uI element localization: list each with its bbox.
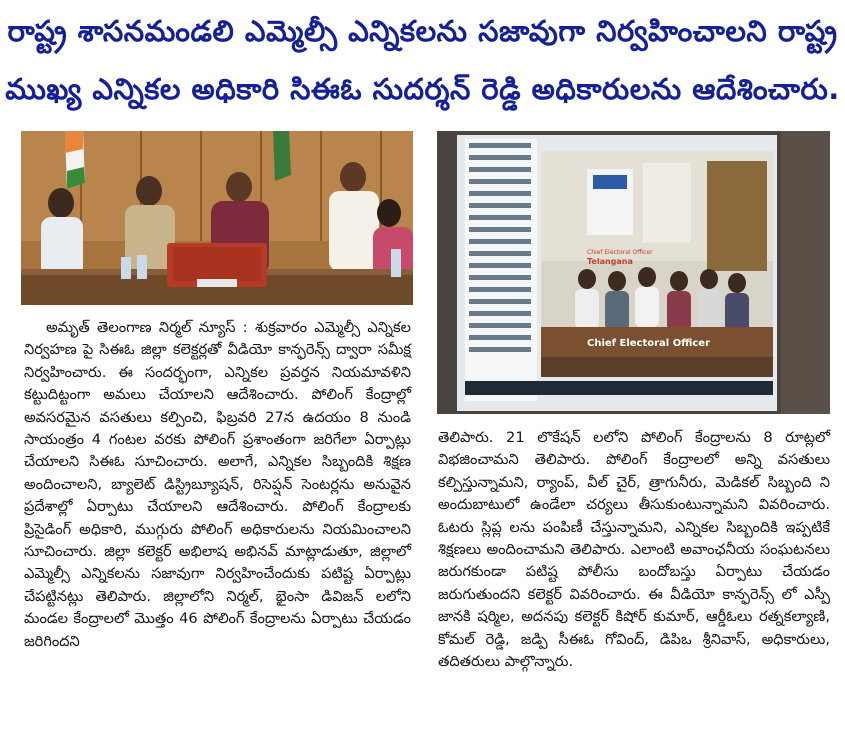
article-column-left bbox=[24, 317, 411, 653]
video-conference-photo bbox=[437, 131, 830, 414]
headline bbox=[0, 0, 845, 125]
article-text-left: అమృత్ తెలంగాణ నిర్మల్ న్యూస్ : శుక్రవారం ఎమ్మెల్సీ ఎన్నికల నిర్వహణ పై సిఈఓ జిల్లా కలెక్టర్లతో వీడియో కాన్ఫరెన్స్ ద్వారా సమీక్ష నిర్వహించారు. ఈ సందర్భంగా, ఎన్నికల ప్రవర్తన నియమావళిని కట్టుదిట్టంగా అమలు చేయాలని ఆదేశించారు. పోలింగ్ కేంద్రాల్లో అవసరమైన వసతులు కల్పించి, ఫిబ్రవరి 27న ఉదయం 8 నుండి సాయంత్రం 4 గంటల వరకు పోలింగ్ ప్రశాంతంగా జరిగేలా ఏర్పాట్లు చేయాలని సిఈఓ సూచించారు. అలాగే, ఎన్నికల సిబ్బందికి శిక్షణ అందించాలని, బ్యాలెట్ డిస్ట్రిబ్యూషన్, రిసెప్షన్ సెంటర్లను అనువైన ప్రదేశాల్లో ఏర్పాటు చేయాలని ఆదేశించారు. పోలింగ్ కేంద్రాలకు ప్రిసైడింగ్ అధికారి, ముగ్గురు పోలింగ్ అధికారులను నియమించాలని సూచించారు. జిల్లా కలెక్టర్ అభిలాష అభినవ్ మాట్లాడుతూ, జిల్లాలో ఎమ్మెల్సీ ఎన్నికలను సజావుగా నిర్వహించేందుకు పటిష్ట ఏర్పాట్లు చేపట్టినట్లు తెలిపారు. జిల్లాలోని నిర్మల్, భైంసా డివిజన్ లలోని మండల కేంద్రాలలో మొత్తం 46 పోలింగ్ కేంద్రాలను ఏర్పాటు చేయడం జరిగిందని bbox=[24, 319, 411, 650]
meeting-photo bbox=[21, 131, 413, 305]
article-column-right bbox=[438, 427, 830, 673]
meeting-photo-illustration bbox=[21, 131, 413, 305]
video-conference-illustration bbox=[437, 131, 830, 414]
screen-banner: Chief Electoral Officer bbox=[587, 338, 711, 349]
headline-line-1: రాష్ట్ర శాసనమండలి ఎమ్మెల్సీ ఎన్నికలను సజావుగా నిర్వహించాలని రాష్ట్ర bbox=[7, 14, 838, 48]
screen-subtitle: Telangana bbox=[587, 257, 633, 266]
headline-line-2: ముఖ్య ఎన్నికల అధికారి సిఈఓ సుదర్శన్ రెడ్డి అధికారులను ఆదేశించారు. bbox=[5, 72, 840, 106]
screen-title: Chief Electoral Officer bbox=[587, 249, 653, 256]
article-text-right: తెలిపారు. 21 లొకేషన్ లలోని పోలింగ్ కేంద్రాలను 8 రూట్లలో విభజించామని తెలిపారు. పోలింగ్ కేంద్రాలలో అన్ని వసతులు కల్పిస్తున్నామని, ర్యాంప్, వీల్ చైర్, త్రాగునీరు, మెడికల్ సిబ్బంది ని అందుబాటులో ఉండేలా చర్యలు తీసుకుంటున్నామని వివరించారు. ఓటరు స్లిప్ల లను పంపిణీ చేస్తున్నామని, ఎన్నికల సిబ్బందికి ఇప్పటికే శిక్షణలు అందించామని తెలిపారు. ఎలాంటి అవాంఛనీయ సంఘటనలు జరుగకుండా పటిష్ట పోలీసు బందోబస్తు ఏర్పాటు చేయడం జరుగుతుందని కలెక్టర్ వివరించారు. ఈ వీడియో కాన్ఫరెన్స్ లో ఎస్పీ జానకి షర్మిల, అదనపు కలెక్టర్ కిషోర్ కుమార్, ఆర్డీఓలు రత్నకల్యాణి, కోమల్ రెడ్డి, జడ్పి సీఈఓ గోవింద్, డిపిఒ శ్రీనివాస్, అధికారులు, తదితరులు పాల్గొన్నారు. bbox=[438, 429, 830, 671]
